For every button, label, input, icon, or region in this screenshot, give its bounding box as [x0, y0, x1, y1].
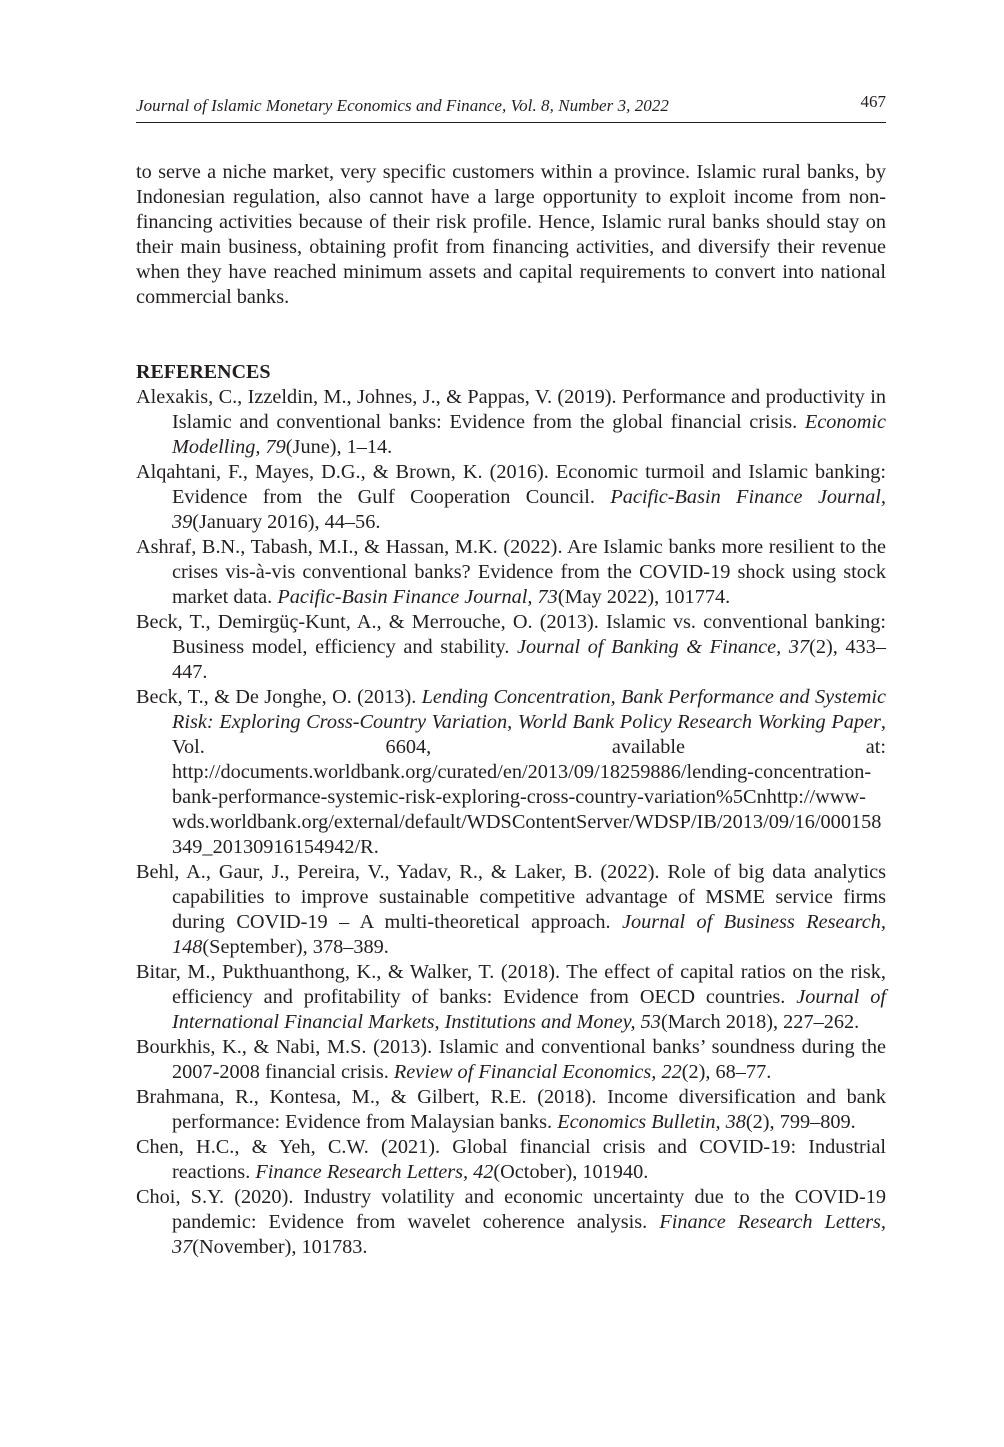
reference-authors-title: Behl, A., Gaur, J., Pereira, V., Yadav, R., & Laker, B. (2022). Role of big data analytics capabilities to improve sustainable competitive advantage of MSME service firms during COVID-19 – A multi-theoretical approach. — [136, 861, 886, 933]
journal-title: Journal of Islamic Monetary Economics and Finance, Vol. 8, Number 3, 2022 — [136, 96, 669, 115]
references-heading: REFERENCES — [136, 361, 271, 383]
reference-authors-title: Brahmana, R., Kontesa, M., & Gilbert, R.E. (2018). Income diversification and bank performance: Evidence from Malaysian banks. — [136, 1086, 886, 1133]
header-rule — [136, 122, 886, 123]
reference-details: (May 2022), 101774. — [557, 586, 731, 608]
reference-authors-title: Beck, T., Demirgüç-Kunt, A., & Merrouche, O. (2013). Islamic vs. conventional banking: Business model, efficiency and stability. — [136, 611, 886, 658]
reference-details: (2), 68–77. — [681, 1061, 772, 1083]
reference-details: (2), 433–447. — [172, 636, 886, 683]
reference-details: (March 2018), 227–262. — [660, 1011, 860, 1033]
reference-entry — [136, 860, 886, 960]
reference-details: , Vol. 6604, available at: http://documents.worldbank.org/curated/en/2013/09/18259886/lending-concentration-bank-performance-systemic-risk-exploring-cross-country-variation%5Cnhttp://www-wds.worldbank.org/external/default/WDSContentServer/WDSP/IB/2013/09/16/000158349_20130916154942/R. — [172, 711, 886, 858]
reference-source: Economics Bulletin, 38 — [557, 1111, 746, 1133]
reference-entry — [136, 385, 886, 460]
reference-details: (October), 101940. — [493, 1161, 649, 1183]
reference-authors-title: Beck, T., & De Jonghe, O. (2013). — [136, 686, 422, 708]
reference-authors-title: Chen, H.C., & Yeh, C.W. (2021). Global financial crisis and COVID-19: Industrial reactions. — [136, 1136, 886, 1183]
reference-source: Journal of Banking & Finance, 37 — [517, 636, 810, 658]
references-list — [136, 385, 886, 1260]
reference-entry — [136, 1035, 886, 1085]
reference-authors-title: Alexakis, C., Izzeldin, M., Johnes, J., & Pappas, V. (2019). Performance and productivity in Islamic and conventional banks: Evidence from the global financial crisis. — [136, 386, 886, 433]
reference-entry — [136, 1085, 886, 1135]
reference-source: Journal of Business Research, 148 — [172, 911, 886, 958]
reference-source: Finance Research Letters, 37 — [172, 1211, 886, 1258]
reference-entry — [136, 460, 886, 535]
reference-details: (June), 1–14. — [285, 436, 393, 458]
reference-details: (January 2016), 44–56. — [192, 511, 381, 533]
reference-details: (November), 101783. — [192, 1236, 368, 1258]
reference-source: Lending Concentration, Bank Performance and Systemic Risk: Exploring Cross-Country Variation, World Bank Policy Research Working Paper — [172, 686, 886, 733]
reference-entry — [136, 535, 886, 610]
reference-authors-title: Bitar, M., Pukthuanthong, K., & Walker, T. (2018). The effect of capital ratios on the risk, efficiency and profitability of banks: Evidence from OECD countries. — [136, 961, 886, 1008]
reference-authors-title: Bourkhis, K., & Nabi, M.S. (2013). Islamic and conventional banks’ soundness during the 2007-2008 financial crisis. — [136, 1036, 886, 1083]
reference-entry — [136, 1135, 886, 1185]
reference-entry — [136, 685, 886, 860]
body-paragraph: to serve a niche market, very specific customers within a province. Islamic rural banks, by Indonesian regulation, also cannot have a large opportunity to exploit income from non-financing activities because of their risk profile. Hence, Islamic rural banks should stay on their main business, obtaining profit from financing activities, and diversify their revenue when they have reached minimum assets and capital requirements to convert into national commercial banks. — [136, 161, 886, 308]
reference-details: (2), 799–809. — [745, 1111, 856, 1133]
reference-source: Finance Research Letters, 42 — [255, 1161, 494, 1183]
reference-entry — [136, 610, 886, 685]
reference-source: Journal of International Financial Markets, Institutions and Money, 53 — [172, 986, 886, 1033]
reference-entry — [136, 1185, 886, 1260]
reference-authors-title: Alqahtani, F., Mayes, D.G., & Brown, K. (2016). Economic turmoil and Islamic banking: Evidence from the Gulf Cooperation Council. — [136, 461, 886, 508]
reference-source: Pacific-Basin Finance Journal, 73 — [277, 586, 558, 608]
reference-authors-title: Choi, S.Y. (2020). Industry volatility and economic uncertainty due to the COVID-19 pandemic: Evidence from wavelet coherence analysis. — [136, 1186, 886, 1233]
reference-source: Pacific-Basin Finance Journal, 39 — [172, 486, 886, 533]
reference-entry — [136, 960, 886, 1035]
reference-source: Review of Financial Economics, 22 — [393, 1061, 682, 1083]
reference-source: Economic Modelling, 79 — [172, 411, 886, 458]
page-number: 467 — [860, 92, 886, 111]
running-header — [136, 92, 886, 117]
reference-details: (September), 378–389. — [202, 936, 389, 958]
reference-authors-title: Ashraf, B.N., Tabash, M.I., & Hassan, M.K. (2022). Are Islamic banks more resilient to the crises vis-à-vis conventional banks? Evidence from the COVID-19 shock using stock market data. — [136, 536, 886, 608]
